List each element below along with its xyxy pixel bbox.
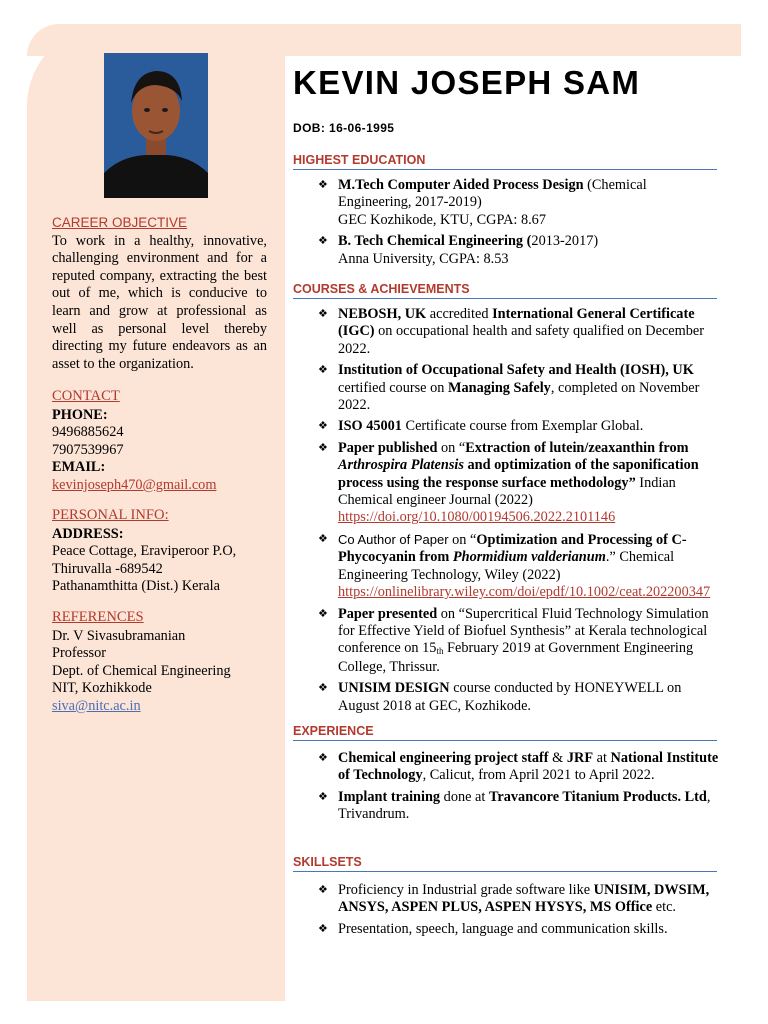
phone-label: PHONE:	[52, 406, 108, 423]
career-objective-text: To work in a healthy, innovative, challenging environment and for a reputed company, extracting the best out of me, which is conducive to learn and grow at professional as well as personal level thereby directing my future endeavors as an asset to the organization.	[52, 232, 267, 372]
diamond-bullet-icon: ❖	[318, 364, 328, 377]
list-item: ❖ Co Author of Paper on “Optimization and Processing of C-Phycocyanin from Phormidium valderianum.” Chemical Engineering Technology, Wiley (2022) https://onlinelibrary.wiley.com/doi/epdf/10.1002/ceat.202200347	[318, 531, 711, 601]
diamond-bullet-icon: ❖	[318, 682, 328, 695]
courses-heading: COURSES & ACHIEVEMENTS	[293, 282, 717, 299]
diamond-bullet-icon: ❖	[318, 532, 328, 545]
phone-number-2: 7907539967	[52, 441, 124, 458]
skills-list	[318, 882, 723, 942]
email-link[interactable]: kevinjoseph470@gmail.com	[52, 476, 217, 493]
skills-heading: SKILLSETS	[293, 855, 717, 872]
address-line-2: Thiruvalla -689542	[52, 560, 163, 577]
date-of-birth: DOB: 16-06-1995	[293, 121, 395, 135]
list-item: ❖ Presentation, speech, language and communication skills.	[318, 920, 668, 937]
address-line-1: Peace Cottage, Eraviperoor P.O,	[52, 543, 237, 560]
reference-email-link[interactable]: siva@nitc.ac.in	[52, 697, 141, 714]
courses-list	[318, 306, 723, 719]
experience-heading: EXPERIENCE	[293, 724, 717, 741]
address-label: ADDRESS:	[52, 525, 124, 542]
contact-section	[52, 388, 267, 495]
list-item: ❖ UNISIM DESIGN course conducted by HONEYWELL on August 2018 at GEC, Kozhikode.	[318, 680, 682, 714]
education-list	[318, 177, 723, 272]
diamond-bullet-icon: ❖	[318, 752, 328, 764]
list-item: ❖ Proficiency in Industrial grade software like UNISIM, DWSIM, ANSYS, ASPEN PLUS, ASPEN HYSYS, MS Office etc.	[318, 882, 710, 916]
diamond-bullet-icon: ❖	[318, 179, 328, 191]
paper2-wiley-link[interactable]: https://onlinelibrary.wiley.com/doi/epdf/10.1002/ceat.202200347	[338, 584, 711, 601]
reference-department: Dept. of Chemical Engineering	[52, 662, 231, 679]
list-item: ❖ Paper presented on “Supercritical Fluid Technology Simulation for Effective Yield of Biofuel Synthesis” at Kerala technological conference on 15th February 2019 at Government Engineering College, Thrissur.	[318, 605, 709, 675]
email-label: EMAIL:	[52, 459, 106, 476]
diamond-bullet-icon: ❖	[318, 607, 328, 620]
diamond-bullet-icon: ❖	[318, 308, 328, 320]
diamond-bullet-icon: ❖	[318, 441, 328, 454]
diamond-bullet-icon: ❖	[318, 420, 328, 433]
list-item: ❖ Chemical engineering project staff & JRF at National Institute of Technology, Calicut, from April 2021 to April 2022.	[318, 750, 719, 784]
diamond-bullet-icon: ❖	[318, 790, 328, 803]
phone-number-1: 9496885624	[52, 424, 124, 441]
list-item: ❖ M.Tech Computer Aided Process Design (Chemical Engineering, 2017-2019) GEC Kozhikode, KTU, CGPA: 8.67	[318, 177, 647, 228]
diamond-bullet-icon: ❖	[318, 235, 328, 248]
list-item: ❖ NEBOSH, UK accredited International General Certificate (IGC) on occupational health and safety qualified on December 2022.	[318, 306, 705, 357]
list-item: ❖ Institution of Occupational Safety and Health (IOSH), UK certified course on Managing Safely, completed on November 2022.	[318, 362, 700, 414]
education-heading: HIGHEST EDUCATION	[293, 153, 717, 170]
reference-name: Dr. V Sivasubramanian	[52, 627, 186, 644]
personal-info-section	[52, 507, 267, 596]
list-item: ❖ Paper published on “Extraction of lutein/zeaxanthin from Arthrospira Platensis and optimization of the saponification process using the response surface methodology” Indian Chemical engineer Journal (2022) https://doi.org/10.1080/00194506.2022.2101146	[318, 439, 699, 526]
contact-heading: CONTACT	[52, 388, 120, 404]
reference-institution: NIT, Kozhikkode	[52, 680, 152, 697]
paper1-doi-link[interactable]: https://doi.org/10.1080/00194506.2022.2101146	[338, 509, 616, 526]
address-line-3: Pathanamthitta (Dist.) Kerala	[52, 578, 220, 595]
list-item: ❖ B. Tech Chemical Engineering (2013-2017) Anna University, CGPA: 8.53	[318, 233, 599, 267]
references-section	[52, 609, 267, 716]
career-objective-heading: CAREER OBJECTIVE	[52, 215, 188, 230]
references-heading: REFERENCES	[52, 609, 144, 625]
personal-info-heading: PERSONAL INFO:	[52, 507, 169, 523]
profile-photo	[104, 53, 208, 198]
career-objective-section	[52, 214, 267, 373]
list-item: ❖ ISO 45001 Certificate course from Exemplar Global.	[318, 418, 644, 435]
diamond-bullet-icon: ❖	[318, 922, 328, 935]
list-item: ❖ Implant training done at Travancore Titanium Products. Ltd, Trivandrum.	[318, 788, 711, 823]
diamond-bullet-icon: ❖	[318, 884, 328, 896]
experience-list	[318, 750, 723, 828]
reference-title: Professor	[52, 645, 107, 662]
candidate-name: KEVIN JOSEPH SAM	[293, 64, 641, 101]
